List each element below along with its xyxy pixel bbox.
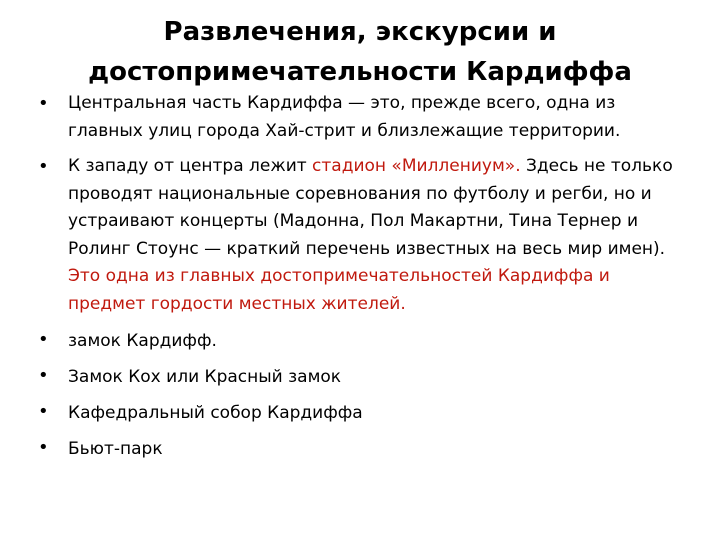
landmark-highlight: Это одна из главных достопримечательностей Кардиффа и предмет гордости местных жителей. (68, 266, 610, 314)
stadium-highlight: стадион «Миллениум». (312, 156, 521, 176)
bullet-text-part-2: Здесь не только проводят национальные соревнования по футболу и регби, но и устраивают концерты (Мадонна, Пол Макартни, Тина Тернер и Ролинг Стоунс — краткий перечень известных на весь мир имен). (68, 156, 673, 259)
bullet-item-city-center (38, 90, 678, 145)
bullet-item-millennium-stadium (38, 153, 678, 318)
bullet-dot-icon: • (38, 437, 49, 458)
bullet-text: Замок Кох или Красный замок (68, 367, 342, 387)
bullet-text: замок Кардифф. (68, 331, 217, 351)
bullet-text-part-1: К западу от центра лежит (68, 156, 313, 176)
bullet-list (38, 90, 678, 470)
title-line-1: Развлечения, экскурсии и (163, 17, 557, 47)
bullet-item-cardiff-castle (38, 326, 678, 356)
bullet-dot-icon: • (38, 365, 49, 386)
bullet-dot-icon: • (38, 329, 49, 350)
bullet-item-bute-park (38, 434, 678, 464)
bullet-dot-icon: • (38, 401, 49, 422)
bullet-dot-icon: • (38, 93, 49, 114)
bullet-item-cathedral (38, 398, 678, 428)
bullet-text: Центральная часть Кардиффа — это, прежде всего, одна из главных улиц города Хай-стрит и близлежащие территории. (68, 93, 621, 141)
bullet-dot-icon: • (38, 156, 49, 177)
title-line-2: достопримечательности Кардиффа (88, 57, 632, 87)
bullet-text: Кафедральный собор Кардиффа (68, 403, 363, 423)
bullet-item-castle-coch (38, 362, 678, 392)
bullet-text: Бьют-парк (68, 439, 163, 459)
slide-title (40, 12, 680, 92)
